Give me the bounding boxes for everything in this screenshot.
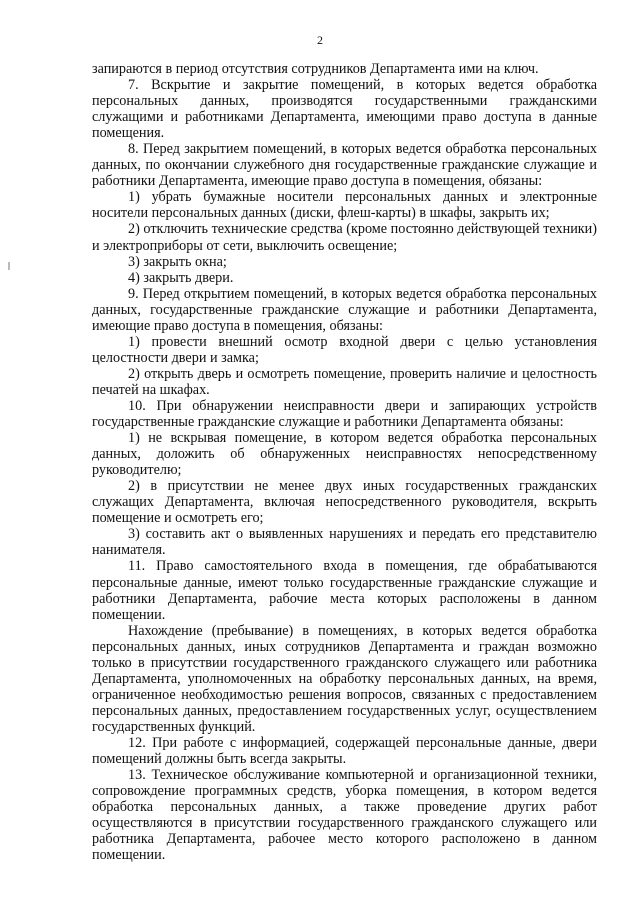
paragraph-item-10-1: 1) не вскрывая помещение, в котором ведется обработка персональных данных, доложить об обнаруженных неисправностях непосредственному руководителю; <box>92 430 597 479</box>
paragraph-item-8-1: 1) убрать бумажные носители персональных данных и электронные носители персональных данных (диски, флеш-карты) в шкафы, закрыть их; <box>92 189 597 222</box>
paragraph-item-12: 12. При работе с информацией, содержащей персональные данные, двери помещений должны быть всегда закрыты. <box>92 734 597 768</box>
paragraph-item-9-1: 1) провести внешний осмотр входной двери с целью установления целостности двери и замка; <box>92 333 597 366</box>
paragraph-item-10-3: 3) составить акт о выявленных нарушениях и передать его представителю нанимателя. <box>92 526 597 559</box>
paragraph-item-10: 10. При обнаружении неисправности двери и запирающих устройств государственные гражданские служащие и работники Департамента обязаны: <box>92 397 597 431</box>
paragraph-item-8-4: 4) закрыть двери. <box>128 269 234 286</box>
document-body <box>92 61 597 863</box>
paragraph-item-11: 11. Право самостоятельного входа в помещения, где обрабатываются персональные данные, имеют только государственные гражданские служащие и работники Департамента, рабочие места которых расположены в данном помещении. <box>92 558 597 623</box>
paragraph-item-7: 7. Вскрытие и закрытие помещений, в которых ведется обработка персональных данных, производятся государственными гражданскими служащими и работниками Департамента, имеющими право доступа в данные помещения. <box>92 77 597 142</box>
paragraph-item-10-2: 2) в присутствии не менее двух иных государственных гражданских служащих Департамента, включая непосредственного руководителя, вскрыть помещение и осмотреть его; <box>92 478 597 527</box>
paragraph-item-9: 9. Перед открытием помещений, в которых ведется обработка персональных данных, государственные гражданские служащие и работники Департамента, имеющие право доступа в помещения, обязаны: <box>92 285 597 334</box>
paragraph-item-11-note: Нахождение (пребывание) в помещениях, в которых ведется обработка персональных данных, иных сотрудников Департамента и граждан возможно только в присутствии государственного гражданского служащего или работника Департамента, уполномоченных на обработку персональных данных, на время, ограниченное необходимостью решения вопросов, связанных с предоставлением персональных данных, предоставлением государственных услуг, осуществлением государственных функций. <box>92 622 597 735</box>
paragraph-item-8-2: 2) отключить технические средства (кроме постоянно действующей техники) и электроприборы от сети, выключить освещение; <box>92 221 597 254</box>
paragraph-continuation: запираются в период отсутствия сотрудников Департамента ими на ключ. <box>92 61 539 77</box>
page-number: 2 <box>317 33 323 47</box>
paragraph-item-8-3: 3) закрыть окна; <box>128 253 227 270</box>
margin-mark <box>8 262 10 270</box>
paragraph-item-9-2: 2) открыть дверь и осмотреть помещение, проверить наличие и целостность печатей на шкафах. <box>92 365 597 398</box>
paragraph-item-13: 13. Техническое обслуживание компьютерной и организационной техники, сопровождение программных средств, уборка помещения, в котором ведется обработка персональных данных, а также проведение других работ осуществляются в присутствии государственного гражданского служащего или работника Департамента, рабочее место которого расположено в данном помещении. <box>92 767 597 864</box>
paragraph-item-8: 8. Перед закрытием помещений, в которых ведется обработка персональных данных, по окончании служебного дня государственные гражданские служащие и работники Департамента, имеющие право доступа в помещения, обязаны: <box>92 141 597 190</box>
